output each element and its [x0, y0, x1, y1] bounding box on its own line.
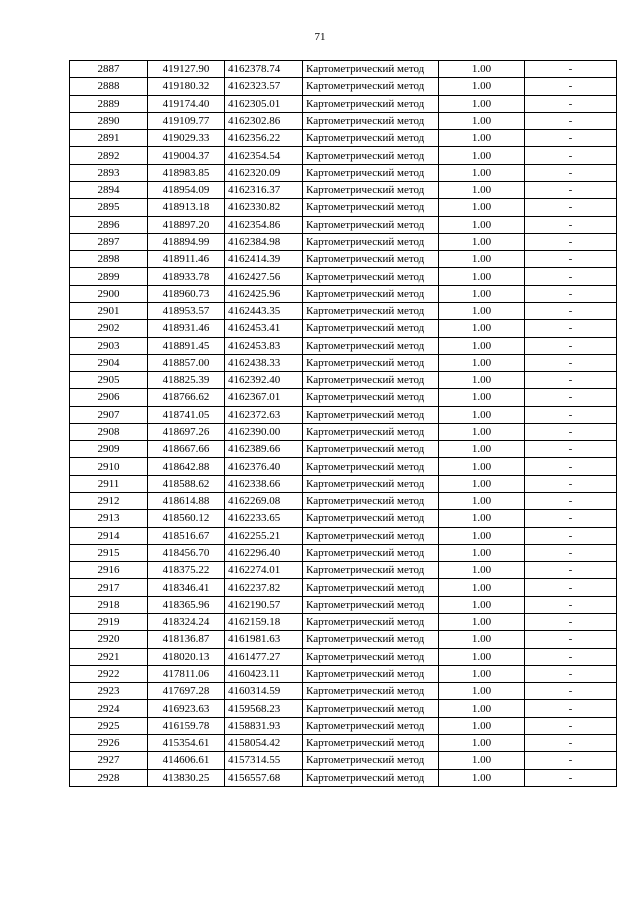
accuracy-cell: 1.00 — [439, 700, 525, 717]
method-cell: Картометрический метод — [303, 95, 439, 112]
note-cell: - — [525, 700, 617, 717]
y-coordinate-cell: 4162330.82 — [225, 199, 303, 216]
method-cell: Картометрический метод — [303, 493, 439, 510]
y-coordinate-cell: 4158054.42 — [225, 734, 303, 751]
method-cell: Картометрический метод — [303, 510, 439, 527]
x-coordinate-cell: 419127.90 — [148, 61, 225, 78]
method-cell: Картометрический метод — [303, 354, 439, 371]
y-coordinate-cell: 4162296.40 — [225, 544, 303, 561]
point-number-cell: 2919 — [70, 614, 148, 631]
method-cell: Картометрический метод — [303, 337, 439, 354]
table-row — [70, 78, 617, 95]
x-coordinate-cell: 419109.77 — [148, 112, 225, 129]
note-cell: - — [525, 251, 617, 268]
table-row — [70, 614, 617, 631]
accuracy-cell: 1.00 — [439, 752, 525, 769]
x-coordinate-cell: 417697.28 — [148, 683, 225, 700]
table-row — [70, 372, 617, 389]
method-cell: Картометрический метод — [303, 527, 439, 544]
point-number-cell: 2928 — [70, 769, 148, 786]
point-number-cell: 2914 — [70, 527, 148, 544]
note-cell: - — [525, 302, 617, 319]
point-number-cell: 2909 — [70, 441, 148, 458]
table-row — [70, 475, 617, 492]
y-coordinate-cell: 4162255.21 — [225, 527, 303, 544]
point-number-cell: 2916 — [70, 562, 148, 579]
note-cell: - — [525, 354, 617, 371]
y-coordinate-cell: 4162274.01 — [225, 562, 303, 579]
method-cell: Картометрический метод — [303, 389, 439, 406]
point-number-cell: 2888 — [70, 78, 148, 95]
note-cell: - — [525, 717, 617, 734]
method-cell: Картометрический метод — [303, 181, 439, 198]
note-cell: - — [525, 596, 617, 613]
accuracy-cell: 1.00 — [439, 648, 525, 665]
table-row — [70, 268, 617, 285]
note-cell: - — [525, 337, 617, 354]
y-coordinate-cell: 4162354.54 — [225, 147, 303, 164]
accuracy-cell: 1.00 — [439, 61, 525, 78]
method-cell: Картометрический метод — [303, 700, 439, 717]
note-cell: - — [525, 164, 617, 181]
point-number-cell: 2913 — [70, 510, 148, 527]
accuracy-cell: 1.00 — [439, 475, 525, 492]
table-row — [70, 164, 617, 181]
point-number-cell: 2926 — [70, 734, 148, 751]
y-coordinate-cell: 4162338.66 — [225, 475, 303, 492]
note-cell: - — [525, 233, 617, 250]
point-number-cell: 2922 — [70, 665, 148, 682]
point-number-cell: 2902 — [70, 320, 148, 337]
table-row — [70, 406, 617, 423]
coordinates-table — [69, 60, 617, 787]
y-coordinate-cell: 4162316.37 — [225, 181, 303, 198]
method-cell: Картометрический метод — [303, 406, 439, 423]
table-row — [70, 320, 617, 337]
note-cell: - — [525, 579, 617, 596]
point-number-cell: 2904 — [70, 354, 148, 371]
method-cell: Картометрический метод — [303, 61, 439, 78]
y-coordinate-cell: 4162453.83 — [225, 337, 303, 354]
y-coordinate-cell: 4162427.56 — [225, 268, 303, 285]
method-cell: Картометрический метод — [303, 199, 439, 216]
x-coordinate-cell: 418614.88 — [148, 493, 225, 510]
method-cell: Картометрический метод — [303, 769, 439, 786]
note-cell: - — [525, 458, 617, 475]
point-number-cell: 2925 — [70, 717, 148, 734]
accuracy-cell: 1.00 — [439, 631, 525, 648]
y-coordinate-cell: 4160314.59 — [225, 683, 303, 700]
x-coordinate-cell: 419174.40 — [148, 95, 225, 112]
point-number-cell: 2903 — [70, 337, 148, 354]
method-cell: Картометрический метод — [303, 562, 439, 579]
x-coordinate-cell: 418894.99 — [148, 233, 225, 250]
table-row — [70, 95, 617, 112]
table-row — [70, 61, 617, 78]
y-coordinate-cell: 4162390.00 — [225, 423, 303, 440]
accuracy-cell: 1.00 — [439, 130, 525, 147]
point-number-cell: 2895 — [70, 199, 148, 216]
table-row — [70, 648, 617, 665]
x-coordinate-cell: 418741.05 — [148, 406, 225, 423]
accuracy-cell: 1.00 — [439, 78, 525, 95]
point-number-cell: 2892 — [70, 147, 148, 164]
method-cell: Картометрический метод — [303, 665, 439, 682]
note-cell: - — [525, 61, 617, 78]
table-row — [70, 441, 617, 458]
note-cell: - — [525, 493, 617, 510]
method-cell: Картометрический метод — [303, 596, 439, 613]
method-cell: Картометрический метод — [303, 752, 439, 769]
y-coordinate-cell: 4161477.27 — [225, 648, 303, 665]
table-row — [70, 199, 617, 216]
note-cell: - — [525, 614, 617, 631]
accuracy-cell: 1.00 — [439, 683, 525, 700]
x-coordinate-cell: 418456.70 — [148, 544, 225, 561]
method-cell: Картометрический метод — [303, 683, 439, 700]
method-cell: Картометрический метод — [303, 130, 439, 147]
x-coordinate-cell: 416159.78 — [148, 717, 225, 734]
point-number-cell: 2897 — [70, 233, 148, 250]
y-coordinate-cell: 4157314.55 — [225, 752, 303, 769]
table-row — [70, 700, 617, 717]
method-cell: Картометрический метод — [303, 233, 439, 250]
point-number-cell: 2896 — [70, 216, 148, 233]
x-coordinate-cell: 418897.20 — [148, 216, 225, 233]
accuracy-cell: 1.00 — [439, 268, 525, 285]
table-row — [70, 717, 617, 734]
point-number-cell: 2906 — [70, 389, 148, 406]
x-coordinate-cell: 418020.13 — [148, 648, 225, 665]
method-cell: Картометрический метод — [303, 216, 439, 233]
x-coordinate-cell: 415354.61 — [148, 734, 225, 751]
point-number-cell: 2891 — [70, 130, 148, 147]
point-number-cell: 2921 — [70, 648, 148, 665]
accuracy-cell: 1.00 — [439, 199, 525, 216]
accuracy-cell: 1.00 — [439, 181, 525, 198]
point-number-cell: 2917 — [70, 579, 148, 596]
point-number-cell: 2900 — [70, 285, 148, 302]
method-cell: Картометрический метод — [303, 475, 439, 492]
point-number-cell: 2898 — [70, 251, 148, 268]
x-coordinate-cell: 416923.63 — [148, 700, 225, 717]
accuracy-cell: 1.00 — [439, 579, 525, 596]
accuracy-cell: 1.00 — [439, 614, 525, 631]
note-cell: - — [525, 372, 617, 389]
method-cell: Картометрический метод — [303, 458, 439, 475]
x-coordinate-cell: 418324.24 — [148, 614, 225, 631]
table-row — [70, 389, 617, 406]
point-number-cell: 2923 — [70, 683, 148, 700]
accuracy-cell: 1.00 — [439, 372, 525, 389]
table-row — [70, 769, 617, 786]
y-coordinate-cell: 4156557.68 — [225, 769, 303, 786]
note-cell: - — [525, 406, 617, 423]
table-row — [70, 665, 617, 682]
y-coordinate-cell: 4162384.98 — [225, 233, 303, 250]
point-number-cell: 2889 — [70, 95, 148, 112]
method-cell: Картометрический метод — [303, 302, 439, 319]
note-cell: - — [525, 95, 617, 112]
note-cell: - — [525, 320, 617, 337]
accuracy-cell: 1.00 — [439, 458, 525, 475]
x-coordinate-cell: 418365.96 — [148, 596, 225, 613]
accuracy-cell: 1.00 — [439, 423, 525, 440]
table-row — [70, 527, 617, 544]
x-coordinate-cell: 419004.37 — [148, 147, 225, 164]
y-coordinate-cell: 4162438.33 — [225, 354, 303, 371]
method-cell: Картометрический метод — [303, 717, 439, 734]
point-number-cell: 2899 — [70, 268, 148, 285]
accuracy-cell: 1.00 — [439, 302, 525, 319]
table-row — [70, 354, 617, 371]
y-coordinate-cell: 4162323.57 — [225, 78, 303, 95]
table-row — [70, 510, 617, 527]
table-row — [70, 579, 617, 596]
accuracy-cell: 1.00 — [439, 527, 525, 544]
table-body — [70, 61, 617, 787]
method-cell: Картометрический метод — [303, 285, 439, 302]
table-row — [70, 683, 617, 700]
accuracy-cell: 1.00 — [439, 493, 525, 510]
accuracy-cell: 1.00 — [439, 596, 525, 613]
x-coordinate-cell: 418766.62 — [148, 389, 225, 406]
point-number-cell: 2908 — [70, 423, 148, 440]
table-row — [70, 562, 617, 579]
note-cell: - — [525, 130, 617, 147]
note-cell: - — [525, 683, 617, 700]
y-coordinate-cell: 4162190.57 — [225, 596, 303, 613]
point-number-cell: 2924 — [70, 700, 148, 717]
accuracy-cell: 1.00 — [439, 164, 525, 181]
accuracy-cell: 1.00 — [439, 406, 525, 423]
point-number-cell: 2927 — [70, 752, 148, 769]
y-coordinate-cell: 4162302.86 — [225, 112, 303, 129]
y-coordinate-cell: 4162378.74 — [225, 61, 303, 78]
y-coordinate-cell: 4162367.01 — [225, 389, 303, 406]
y-coordinate-cell: 4162354.86 — [225, 216, 303, 233]
x-coordinate-cell: 419029.33 — [148, 130, 225, 147]
accuracy-cell: 1.00 — [439, 95, 525, 112]
table-row — [70, 112, 617, 129]
point-number-cell: 2918 — [70, 596, 148, 613]
method-cell: Картометрический метод — [303, 544, 439, 561]
x-coordinate-cell: 418911.46 — [148, 251, 225, 268]
accuracy-cell: 1.00 — [439, 112, 525, 129]
point-number-cell: 2907 — [70, 406, 148, 423]
y-coordinate-cell: 4162305.01 — [225, 95, 303, 112]
point-number-cell: 2901 — [70, 302, 148, 319]
method-cell: Картометрический метод — [303, 320, 439, 337]
method-cell: Картометрический метод — [303, 78, 439, 95]
method-cell: Картометрический метод — [303, 372, 439, 389]
y-coordinate-cell: 4162372.63 — [225, 406, 303, 423]
table-row — [70, 544, 617, 561]
accuracy-cell: 1.00 — [439, 717, 525, 734]
point-number-cell: 2890 — [70, 112, 148, 129]
note-cell: - — [525, 544, 617, 561]
note-cell: - — [525, 769, 617, 786]
x-coordinate-cell: 414606.61 — [148, 752, 225, 769]
x-coordinate-cell: 419180.32 — [148, 78, 225, 95]
note-cell: - — [525, 423, 617, 440]
method-cell: Картометрический метод — [303, 648, 439, 665]
method-cell: Картометрический метод — [303, 268, 439, 285]
y-coordinate-cell: 4162389.66 — [225, 441, 303, 458]
table-row — [70, 423, 617, 440]
x-coordinate-cell: 418588.62 — [148, 475, 225, 492]
accuracy-cell: 1.00 — [439, 544, 525, 561]
x-coordinate-cell: 418516.67 — [148, 527, 225, 544]
x-coordinate-cell: 413830.25 — [148, 769, 225, 786]
method-cell: Картометрический метод — [303, 579, 439, 596]
method-cell: Картометрический метод — [303, 423, 439, 440]
table-row — [70, 752, 617, 769]
x-coordinate-cell: 418931.46 — [148, 320, 225, 337]
accuracy-cell: 1.00 — [439, 389, 525, 406]
method-cell: Картометрический метод — [303, 631, 439, 648]
y-coordinate-cell: 4162233.65 — [225, 510, 303, 527]
point-number-cell: 2905 — [70, 372, 148, 389]
y-coordinate-cell: 4158831.93 — [225, 717, 303, 734]
table-row — [70, 493, 617, 510]
x-coordinate-cell: 418825.39 — [148, 372, 225, 389]
table-row — [70, 181, 617, 198]
x-coordinate-cell: 418346.41 — [148, 579, 225, 596]
note-cell: - — [525, 648, 617, 665]
table-row — [70, 302, 617, 319]
y-coordinate-cell: 4160423.11 — [225, 665, 303, 682]
note-cell: - — [525, 389, 617, 406]
y-coordinate-cell: 4162237.82 — [225, 579, 303, 596]
accuracy-cell: 1.00 — [439, 510, 525, 527]
method-cell: Картометрический метод — [303, 164, 439, 181]
accuracy-cell: 1.00 — [439, 320, 525, 337]
method-cell: Картометрический метод — [303, 441, 439, 458]
x-coordinate-cell: 418913.18 — [148, 199, 225, 216]
note-cell: - — [525, 199, 617, 216]
point-number-cell: 2887 — [70, 61, 148, 78]
table-row — [70, 147, 617, 164]
page-number: 71 — [314, 31, 326, 43]
accuracy-cell: 1.00 — [439, 251, 525, 268]
method-cell: Картометрический метод — [303, 112, 439, 129]
y-coordinate-cell: 4162443.35 — [225, 302, 303, 319]
y-coordinate-cell: 4162356.22 — [225, 130, 303, 147]
point-number-cell: 2910 — [70, 458, 148, 475]
note-cell: - — [525, 181, 617, 198]
x-coordinate-cell: 418891.45 — [148, 337, 225, 354]
note-cell: - — [525, 734, 617, 751]
method-cell: Картометрический метод — [303, 147, 439, 164]
accuracy-cell: 1.00 — [439, 441, 525, 458]
note-cell: - — [525, 510, 617, 527]
x-coordinate-cell: 418642.88 — [148, 458, 225, 475]
table-row — [70, 631, 617, 648]
table-row — [70, 251, 617, 268]
table-row — [70, 734, 617, 751]
x-coordinate-cell: 418560.12 — [148, 510, 225, 527]
x-coordinate-cell: 418983.85 — [148, 164, 225, 181]
note-cell: - — [525, 441, 617, 458]
x-coordinate-cell: 417811.06 — [148, 665, 225, 682]
x-coordinate-cell: 418954.09 — [148, 181, 225, 198]
y-coordinate-cell: 4162269.08 — [225, 493, 303, 510]
accuracy-cell: 1.00 — [439, 354, 525, 371]
x-coordinate-cell: 418960.73 — [148, 285, 225, 302]
x-coordinate-cell: 418136.87 — [148, 631, 225, 648]
x-coordinate-cell: 418667.66 — [148, 441, 225, 458]
note-cell: - — [525, 631, 617, 648]
note-cell: - — [525, 527, 617, 544]
y-coordinate-cell: 4159568.23 — [225, 700, 303, 717]
method-cell: Картометрический метод — [303, 251, 439, 268]
accuracy-cell: 1.00 — [439, 734, 525, 751]
note-cell: - — [525, 752, 617, 769]
note-cell: - — [525, 562, 617, 579]
y-coordinate-cell: 4161981.63 — [225, 631, 303, 648]
table-row — [70, 285, 617, 302]
table-row — [70, 130, 617, 147]
y-coordinate-cell: 4162159.18 — [225, 614, 303, 631]
note-cell: - — [525, 216, 617, 233]
table-row — [70, 233, 617, 250]
x-coordinate-cell: 418933.78 — [148, 268, 225, 285]
accuracy-cell: 1.00 — [439, 769, 525, 786]
accuracy-cell: 1.00 — [439, 147, 525, 164]
y-coordinate-cell: 4162392.40 — [225, 372, 303, 389]
table-row — [70, 458, 617, 475]
method-cell: Картометрический метод — [303, 614, 439, 631]
table-row — [70, 216, 617, 233]
y-coordinate-cell: 4162376.40 — [225, 458, 303, 475]
note-cell: - — [525, 112, 617, 129]
x-coordinate-cell: 418953.57 — [148, 302, 225, 319]
note-cell: - — [525, 78, 617, 95]
point-number-cell: 2915 — [70, 544, 148, 561]
point-number-cell: 2920 — [70, 631, 148, 648]
accuracy-cell: 1.00 — [439, 665, 525, 682]
y-coordinate-cell: 4162320.09 — [225, 164, 303, 181]
point-number-cell: 2911 — [70, 475, 148, 492]
y-coordinate-cell: 4162425.96 — [225, 285, 303, 302]
note-cell: - — [525, 475, 617, 492]
point-number-cell: 2912 — [70, 493, 148, 510]
accuracy-cell: 1.00 — [439, 285, 525, 302]
x-coordinate-cell: 418375.22 — [148, 562, 225, 579]
x-coordinate-cell: 418857.00 — [148, 354, 225, 371]
accuracy-cell: 1.00 — [439, 216, 525, 233]
note-cell: - — [525, 665, 617, 682]
accuracy-cell: 1.00 — [439, 233, 525, 250]
point-number-cell: 2893 — [70, 164, 148, 181]
table-row — [70, 596, 617, 613]
point-number-cell: 2894 — [70, 181, 148, 198]
note-cell: - — [525, 268, 617, 285]
accuracy-cell: 1.00 — [439, 562, 525, 579]
accuracy-cell: 1.00 — [439, 337, 525, 354]
note-cell: - — [525, 147, 617, 164]
table-row — [70, 337, 617, 354]
method-cell: Картометрический метод — [303, 734, 439, 751]
y-coordinate-cell: 4162453.41 — [225, 320, 303, 337]
x-coordinate-cell: 418697.26 — [148, 423, 225, 440]
note-cell: - — [525, 285, 617, 302]
y-coordinate-cell: 4162414.39 — [225, 251, 303, 268]
